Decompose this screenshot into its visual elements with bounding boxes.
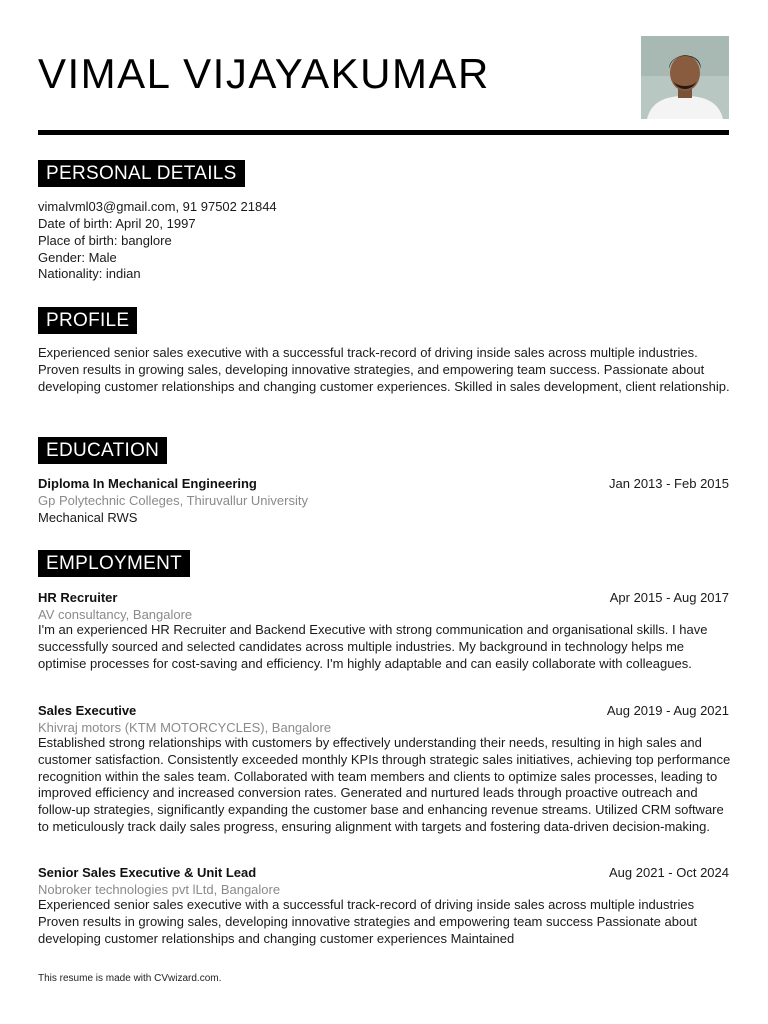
job-title: HR Recruiter xyxy=(38,590,118,605)
person-photo-icon xyxy=(641,36,729,119)
section-title-employment: EMPLOYMENT xyxy=(38,550,190,577)
education-institution: Gp Polytechnic Colleges, Thiruvallur University xyxy=(38,493,308,508)
job-company: Nobroker technologies pvt lLtd, Bangalore xyxy=(38,882,281,897)
job-company: Khivraj motors (KTM MOTORCYCLES), Bangalore xyxy=(38,720,332,735)
education-title: Diploma In Mechanical Engineering xyxy=(38,476,257,491)
place-of-birth: Place of birth: banglore xyxy=(38,233,172,248)
header-divider xyxy=(38,130,729,135)
candidate-name: VIMAL VIJAYAKUMAR xyxy=(38,50,490,97)
section-title-education: EDUCATION xyxy=(38,437,167,464)
education-detail: Mechanical RWS xyxy=(38,510,138,525)
job-title: Sales Executive xyxy=(38,703,137,718)
section-title-profile: PROFILE xyxy=(38,307,137,334)
profile-photo xyxy=(641,36,729,119)
job-company: AV consultancy, Bangalore xyxy=(38,607,193,622)
section-title-personal-details: PERSONAL DETAILS xyxy=(38,160,245,187)
footer-credit: This resume is made with CVwizard.com. xyxy=(38,973,222,984)
date-of-birth: Date of birth: April 20, 1997 xyxy=(38,216,196,231)
profile-summary: Experienced senior sales executive with a successful track-record of driving inside sales across multiple industries. Proven results in growing sales, developing innovative strategies, and empowering team success. Passionate about developing customer relationships and changing customer experiences. Skilled in sales development, client relationship. xyxy=(38,345,730,394)
job-date: Aug 2019 - Aug 2021 xyxy=(606,703,729,718)
job-date: Aug 2021 - Oct 2024 xyxy=(609,865,729,880)
contact-info: vimalvml03@gmail.com, 91 97502 21844 xyxy=(38,199,277,214)
job-description: Experienced senior sales executive with a successful track-record of driving inside sales across multiple industries Proven results in growing sales, developing innovative strategies and empowering team success Passionate about developing customer relationships and changing customer experiences Maintained xyxy=(38,897,698,946)
education-date: Jan 2013 - Feb 2015 xyxy=(609,476,729,491)
nationality: Nationality: indian xyxy=(38,266,141,281)
job-description: I'm an experienced HR Recruiter and Backend Executive with strong communication and organisational skills. I have successfully sourced and selected candidates across multiple industries. My background in technology helps me optimise processes for cost-saving and efficiency. I'm highly adaptable and can easily collaborate with colleagues. xyxy=(38,622,708,671)
job-date: Apr 2015 - Aug 2017 xyxy=(609,590,729,605)
job-description: Established strong relationships with customers by effectively understanding their needs, resulting in high sales and customer satisfaction. Consistently exceeded monthly KPIs through strategic sales initiatives, achieving top performance recognition within the sales team. Collaborated with team members and clients to optimize sales processes, leading to improved efficiency and increased conversion rates. Generated and nurtured leads through proactive outreach and follow-up strategies, significantly expanding the customer base and enhancing revenue streams. Utilized CRM software to meticulously track daily sales progress, ensuring alignment with targets and fostering data-driven decision-making. xyxy=(38,735,731,834)
job-title: Senior Sales Executive & Unit Lead xyxy=(38,865,257,880)
gender: Gender: Male xyxy=(38,250,117,265)
